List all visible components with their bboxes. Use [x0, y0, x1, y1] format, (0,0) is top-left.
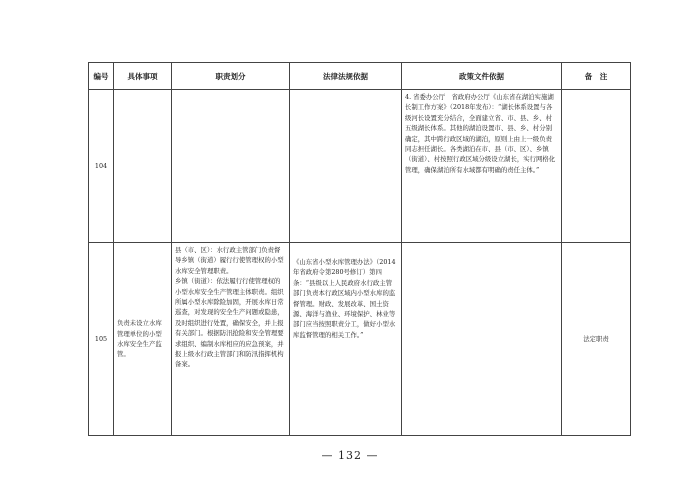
policy-text: [402, 243, 561, 247]
table-row: [89, 90, 631, 243]
policy-cell: [402, 90, 562, 243]
law-cell: [290, 243, 402, 436]
header-policy: 政策文件依据: [402, 63, 562, 90]
duty-text: 县（市、区）：水行政主管部门负责督导乡镇（街道）履行行使管理权的小型水库安全管理职责。 乡镇（街道）：依法履行行使管理权的小型水库安全生产管理主体职责。组织所属小型水库除险加固，开展水库日常巡查，对发现的安全生产问题或隐患，及时组织进行处置，确保安全，并上报有关部门。根据防汛抢险和安全管理要求组织、编制水库相应的应急预案，并报上级水行政主管部门和防汛指挥机构备案。: [175, 246, 284, 369]
law-cell: [290, 90, 402, 243]
item-cell: [114, 90, 172, 243]
item-text: 负责未设立水库管理单位的小型水库安全生产监管。: [117, 319, 162, 359]
duty-cell: [172, 243, 290, 436]
header-item: 具体事项: [114, 63, 172, 90]
note-cell: [562, 90, 631, 243]
policy-text: 4. 省委办公厅 省政府办公厅《山东省在湖泊实施湖长制工作方案》（2018年发布）：“湖长体系设置与各级河长设置充分结合，全面建立省、市、县、乡、村五级湖长体系。其他的湖泊设置市、县、乡、村分别确定，其中跨行政区域的湖泊，原则上由上一级负责同志担任湖长。各类湖泊在市、县（市、区）、乡镇（街道）、村按照行政区域分级设立湖长，实行网格化管理，确保湖泊所有水域都有明确的责任主体。”: [405, 93, 556, 174]
law-text: [290, 90, 401, 94]
page-number: — 132 —: [321, 449, 379, 462]
header-note: 备 注: [562, 63, 631, 90]
duty-text: [172, 90, 289, 94]
item-cell: [114, 243, 172, 436]
item-text: [114, 90, 171, 94]
header-law: 法律法规依据: [290, 63, 402, 90]
policy-cell: [402, 243, 562, 436]
header-num: 编号: [89, 63, 114, 90]
duty-cell: [172, 90, 290, 243]
table-header-row: [89, 63, 631, 90]
law-text: 《山东省小型水库管理办法》（2014年省政府令第280号修订）第四条：“县级以上人民政府水行政主管部门负责本行政区域内小型水库的监督管理。财政、发展改革、国土资源、海洋与渔业、环境保护、林业等部门应当按照职责分工，做好小型水库监督管理的相关工作。”: [293, 258, 396, 339]
header-duty: 职责划分: [172, 63, 290, 90]
responsibility-table: [88, 62, 631, 436]
table-row: [89, 243, 631, 436]
row-number: 104: [89, 90, 114, 243]
note-cell: 法定职责: [562, 243, 631, 436]
row-number: 105: [89, 243, 114, 436]
